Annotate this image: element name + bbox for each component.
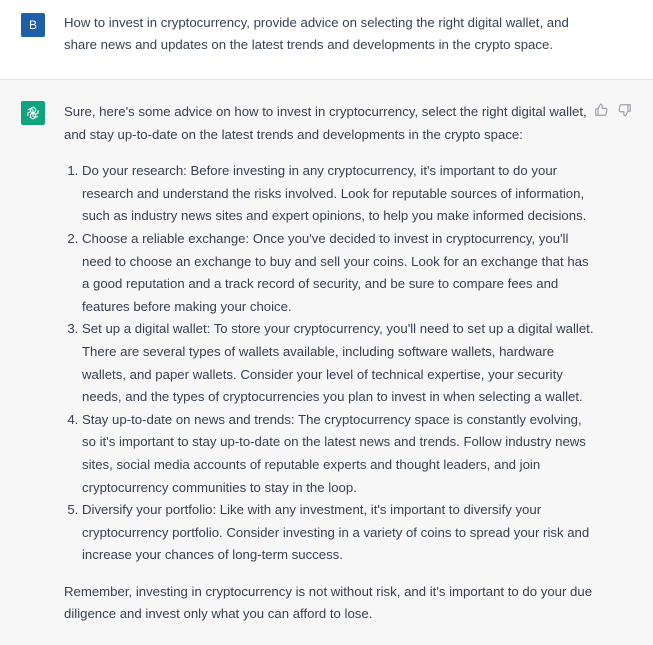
list-item: 2. Choose a reliable exchange: Once you've decided to invest in cryptocurrency, you'll need to choose an exchange to buy and sell your coins. Look for an exchange that has a good reputation and a track record of security, and be sure to compare fees and features before making your choice. (82, 228, 594, 318)
thumbs-up-icon[interactable] (593, 102, 609, 118)
thumbs-down-icon[interactable] (617, 102, 633, 118)
feedback-buttons (593, 102, 633, 118)
assistant-outro: Remember, investing in cryptocurrency is not without risk, and it's important to do your due diligence and invest only what you can afford to lose. (64, 583, 593, 622)
user-message-text: How to invest in cryptocurrency, provide advice on selecting the right digital wallet, and share news and updates on the latest trends and developments in the crypto space. (64, 15, 569, 52)
user-avatar: B (21, 13, 45, 37)
list-item: 5. Diversify your portfolio: Like with any investment, it's important to diversify your cryptocurrency portfolio. Consider investing in a variety of coins to spread your risk and increase your chances of long-term success. (82, 499, 594, 567)
advice-list (64, 160, 594, 567)
openai-logo-icon (21, 101, 45, 125)
list-item: 4. Stay up-to-date on news and trends: The cryptocurrency space is constantly evolving, so it's important to stay up-to-date on the latest news and trends. Follow industry news sites, social media accounts of reputable experts and thought leaders, and join cryptocurrency communities to stay in the loop. (82, 409, 594, 499)
assistant-message-text (64, 101, 594, 626)
user-message (0, 0, 653, 80)
list-item: 1. Do your research: Before investing in any cryptocurrency, it's important to do your research and understand the risks involved. Look for reputable sources of information, such as industry news sites and expert opinions, to help you make informed decisions. (82, 160, 594, 228)
assistant-intro: Sure, here's some advice on how to invest in cryptocurrency, select the right digital wallet, and stay up-to-date on the latest trends and developments in the crypto space: (64, 104, 587, 142)
assistant-message (0, 80, 653, 645)
list-item: 3. Set up a digital wallet: To store your cryptocurrency, you'll need to set up a digital wallet. There are several types of wallets available, including software wallets, hardware wallets, and paper wallets. Consider your level of technical expertise, your security needs, and the types of cryptocurrencies you plan to invest in when selecting a wallet. (82, 318, 594, 408)
